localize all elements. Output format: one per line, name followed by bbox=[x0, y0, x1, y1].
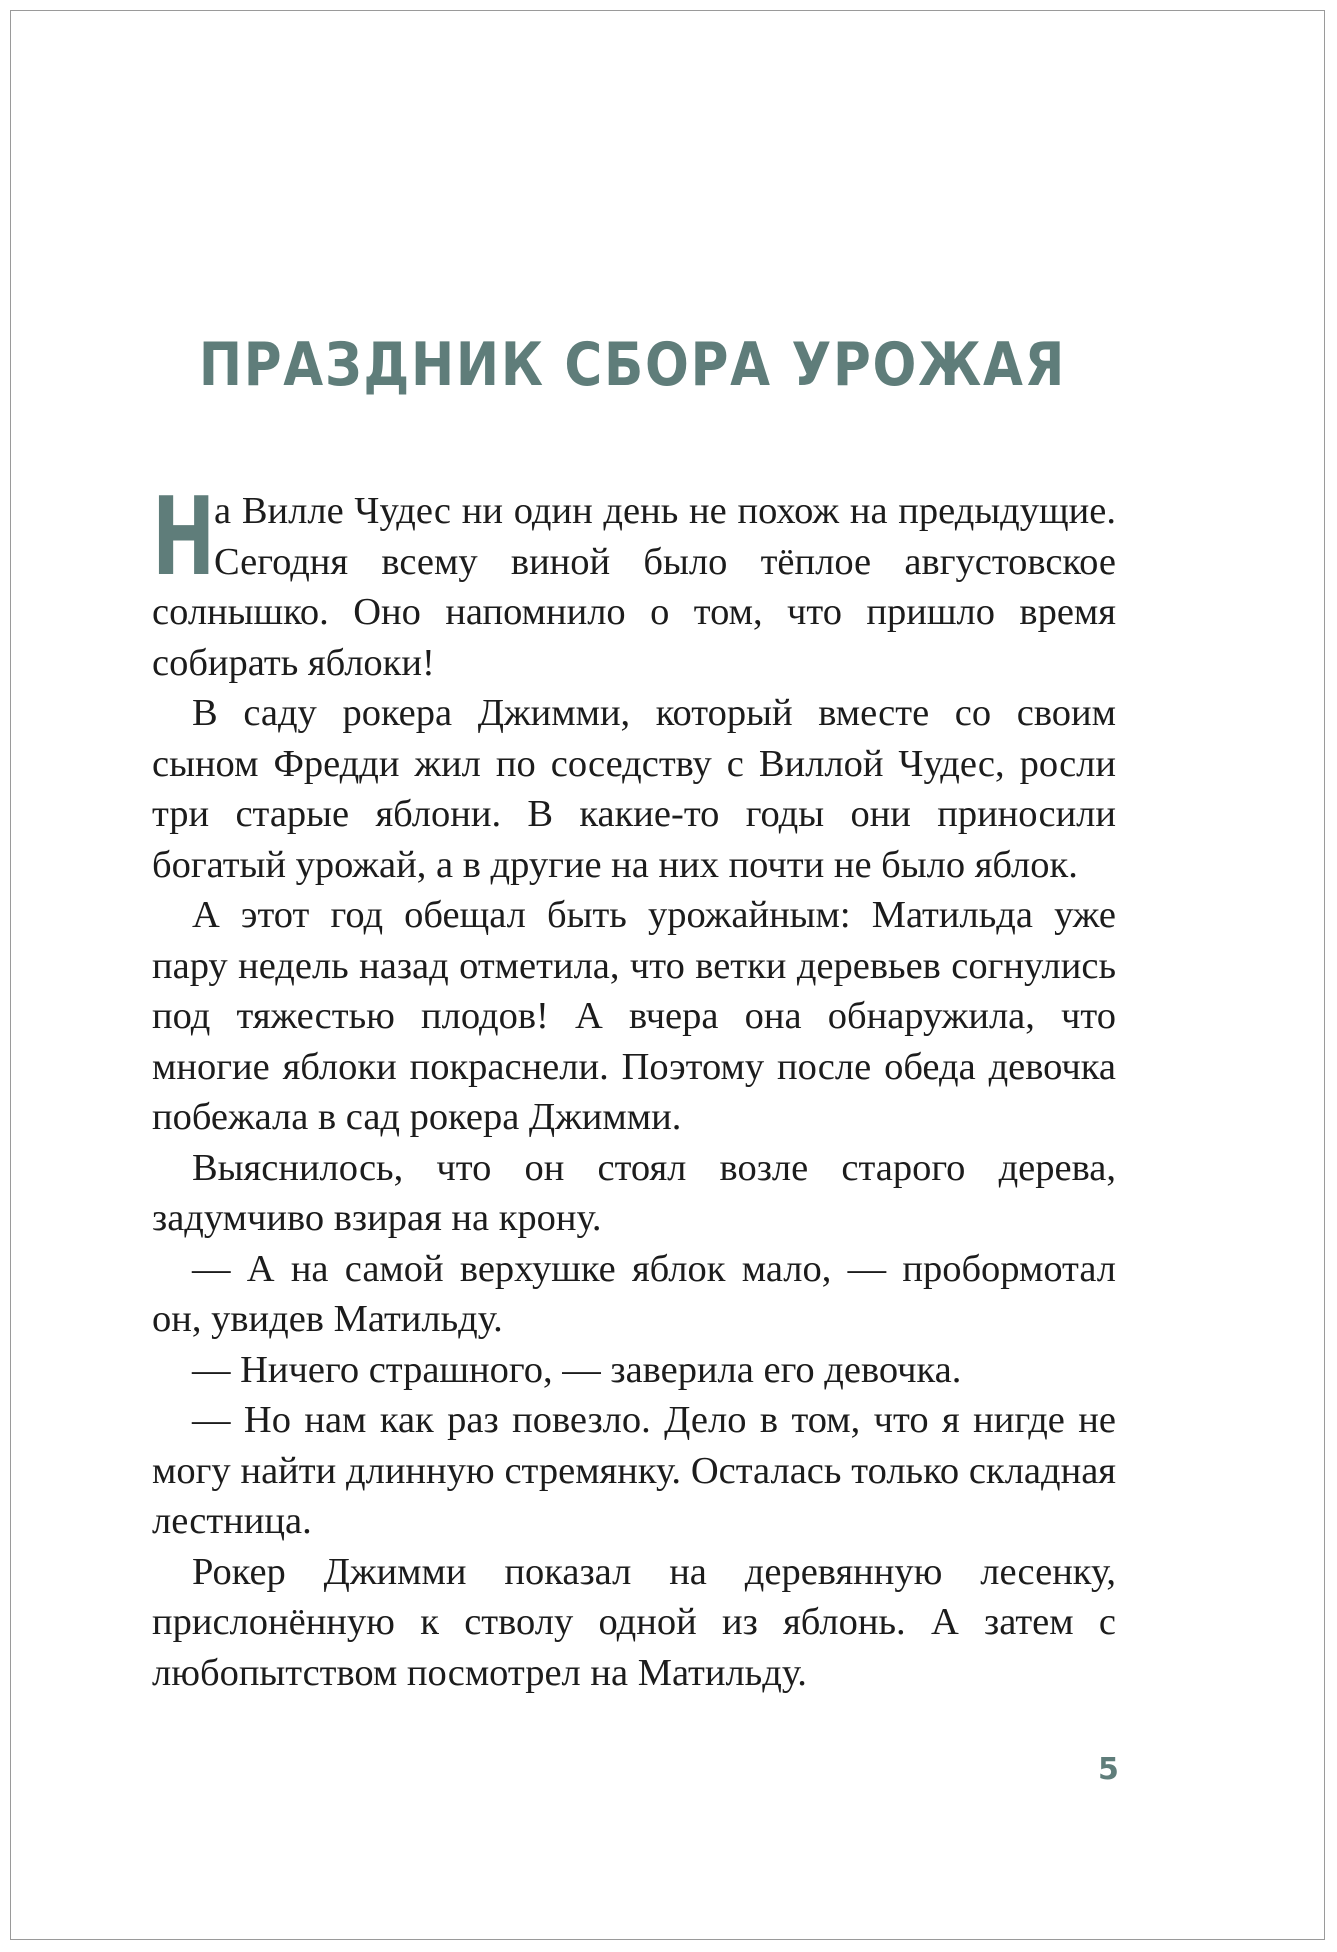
paragraph: А этот год обещал быть урожайным: Матильда уже пару недель назад отметила, что ветки деревьев согнулись под тяжестью плодов! А вчера она обнаружила, что многие яблоки покраснели. Поэтому после обеда девочка побежала в сад рокера Джимми. bbox=[152, 894, 1116, 1138]
page-number: 5 bbox=[1098, 1752, 1119, 1787]
chapter-title: ПРАЗДНИК СБОРА УРОЖАЯ bbox=[198, 330, 1067, 400]
drop-cap: Н bbox=[152, 475, 216, 600]
dialogue-line: — А на самой верхушке яблок мало, — пробормотал он, увидев Матильду. bbox=[152, 1247, 1116, 1340]
paragraph-text: а Вилле Чудес ни один день не похож на предыдущие. Сегодня всему виной было тёплое августовское солнышко. Оно напомнило о том, что пришло время собирать яблоки! bbox=[152, 490, 1116, 684]
body-text bbox=[152, 475, 1116, 1698]
dialogue-line: — Ничего страшного, — заверила его девочка. bbox=[192, 1348, 962, 1391]
paragraph: Выяснилось, что он стоял возле старого дерева, задумчиво взирая на крону. bbox=[152, 1146, 1116, 1239]
dialogue-line: — Но нам как раз повезло. Дело в том, что я нигде не могу найти длинную стремянку. Осталась только складная лестница. bbox=[152, 1399, 1116, 1542]
paragraph: Рокер Джимми показал на деревянную лесенку, прислонённую к стволу одной из яблонь. А затем с любопытством посмотрел на Матильду. bbox=[152, 1550, 1116, 1694]
paragraph: В саду рокера Джимми, который вместе со своим сыном Фредди жил по соседству с Виллой Чудес, росли три старые яблони. В какие-то годы они приносили богатый урожай, а в другие на них почти не было яблок. bbox=[152, 692, 1116, 886]
paragraph bbox=[152, 475, 1116, 688]
